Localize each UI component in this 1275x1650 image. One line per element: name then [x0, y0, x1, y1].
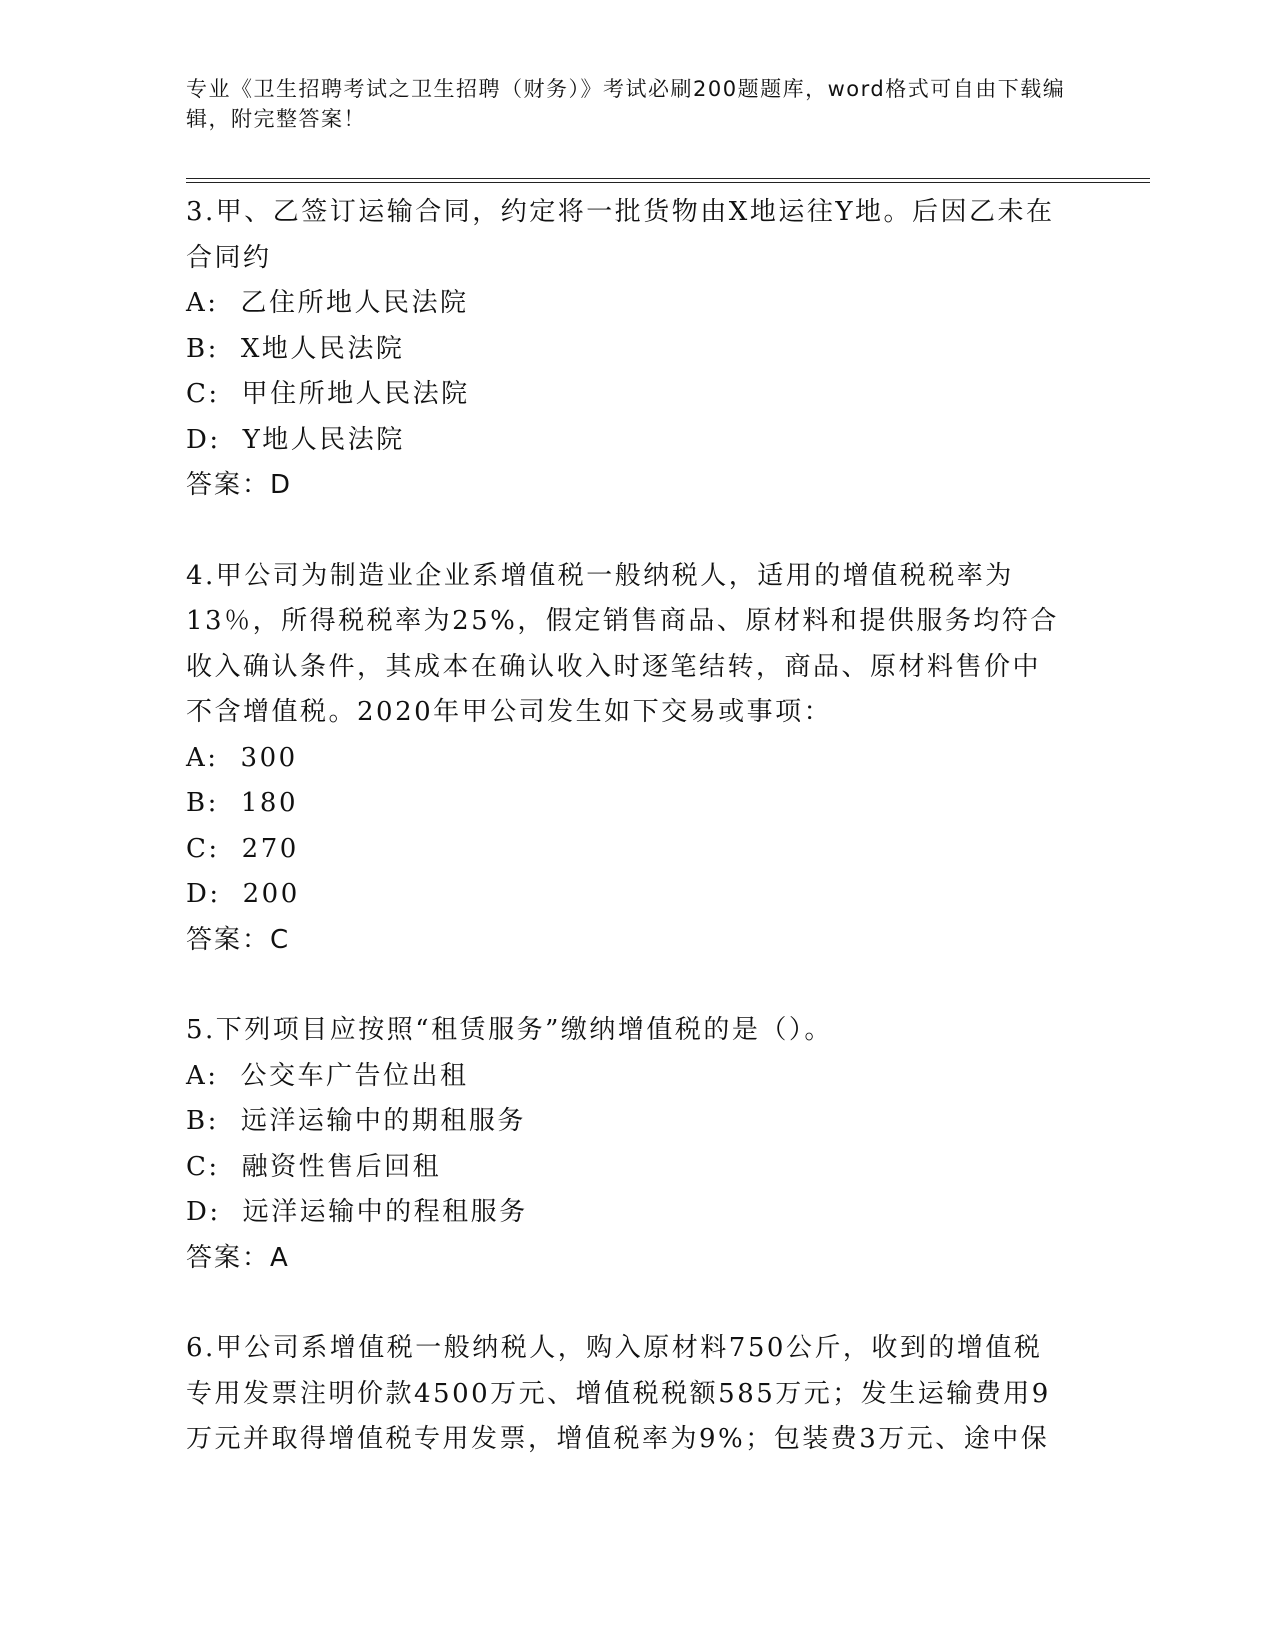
option-text: 200 — [242, 879, 300, 909]
option-c — [186, 1145, 1066, 1191]
option-c — [186, 827, 1066, 873]
option-text: 300 — [240, 742, 298, 773]
question-4 — [186, 554, 1066, 964]
option-c — [186, 372, 1066, 418]
question-3 — [186, 190, 1066, 509]
option-d — [186, 1190, 1066, 1236]
option-text: 180 — [240, 788, 299, 818]
header-rule-top — [186, 178, 1150, 179]
option-text: 远洋运输中的期租服务 — [240, 1106, 526, 1136]
document-header: 专业《卫生招聘考试之卫生招聘（财务）》考试必刷200题题库，word格式可自由下载编辑，附完整答案！ — [186, 77, 1066, 131]
option-letter: B: — [186, 333, 219, 364]
option-text: 远洋运输中的程租服务 — [242, 1197, 528, 1227]
option-letter: B: — [186, 1106, 219, 1136]
option-letter: D: — [186, 424, 221, 455]
option-text: 融资性售后回租 — [241, 1151, 442, 1182]
option-text: Y地人民法院 — [242, 424, 405, 455]
option-letter: D: — [186, 1197, 221, 1227]
option-letter: B: — [186, 788, 219, 818]
option-letter: C: — [186, 379, 220, 409]
option-text: 甲住所地人民法院 — [241, 379, 470, 409]
option-d — [186, 872, 1066, 918]
option-b — [186, 327, 1066, 373]
answer-line: 答案：D — [186, 470, 293, 500]
option-letter: A: — [186, 742, 219, 773]
question-stem: 4.甲公司为制造业企业系增值税一般纳税人，适用的增值税税率为13％，所得税税率为25%，假定销售商品、原材料和提供服务均符合收入确认条件，其成本在确认收入时逐笔结转，商品、原材料售价中不含增值税。2020年甲公司发生如下交易或事项： — [186, 560, 1059, 727]
question-stem: 3.甲、乙签订运输合同，约定将一批货物由X地运往Y地。后因乙未在合同约 — [186, 197, 1055, 273]
option-letter: A: — [186, 1060, 219, 1091]
option-text: 公交车广告位出租 — [240, 1060, 469, 1091]
option-text: 乙住所地人民法院 — [240, 288, 469, 318]
option-text: 270 — [241, 833, 299, 864]
option-letter: D: — [186, 879, 221, 909]
option-a — [186, 736, 1066, 782]
option-letter: C: — [186, 833, 220, 864]
option-a — [186, 281, 1066, 327]
option-text: X地人民法院 — [240, 333, 405, 364]
option-b — [186, 1099, 1066, 1145]
question-stem: 5.下列项目应按照“租赁服务”缴纳增值税的是（）。 — [186, 1015, 833, 1045]
answer-line: 答案：A — [186, 1242, 290, 1273]
answer-line: 答案：C — [186, 924, 291, 955]
question-5 — [186, 1008, 1066, 1281]
header-rule-bottom — [186, 182, 1150, 183]
option-b — [186, 781, 1066, 827]
question-6 — [186, 1326, 1066, 1463]
option-letter: A: — [186, 288, 219, 318]
question-list — [186, 190, 1066, 1463]
option-d — [186, 418, 1066, 464]
option-a — [186, 1054, 1066, 1100]
question-stem: 6.甲公司系增值税一般纳税人，购入原材料750公斤，收到的增值税专用发票注明价款4500万元、增值税税额585万元；发生运输费用9万元并取得增值税专用发票，增值税率为9%；包装费3万元、途中保 — [186, 1333, 1051, 1454]
option-letter: C: — [186, 1151, 220, 1182]
